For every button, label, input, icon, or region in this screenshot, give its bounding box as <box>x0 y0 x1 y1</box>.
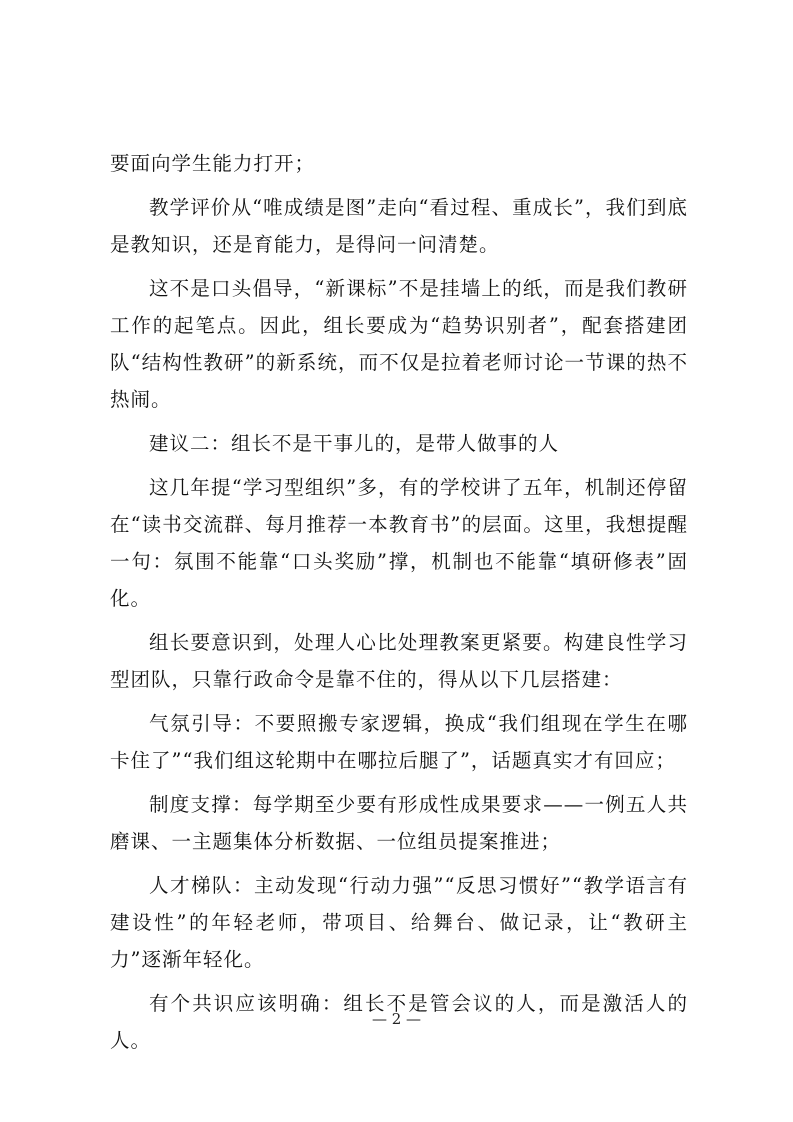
paragraph-team-building: 组长要意识到，处理人心比处理教案更紧要。构建良性学习型团队，只靠行政命令是靠不住的，得从以下几层搭建： <box>110 631 688 691</box>
paragraph-evaluation: 教学评价从“唯成绩是图”走向“看过程、重成长”，我们到底是教知识，还是育能力，是得问一问清楚。 <box>110 196 688 256</box>
paragraph-atmosphere-guidance: 气氛引导：不要照搬专家逻辑，换成“我们组现在学生在哪卡住了”“我们组这轮期中在哪拉后腿了”，话题真实才有回应； <box>110 712 688 772</box>
paragraph-system-support: 制度支撑：每学期至少要有形成性成果要求——一例五人共磨课、一主题集体分析数据、一位组员提案推进； <box>110 793 688 853</box>
paragraph-learning-organization: 这几年提“学习型组织”多，有的学校讲了五年，机制还停留在“读书交流群、每月推荐一本教育书”的层面。这里，我想提醒一句：氛围不能靠“口头奖励”撑，机制也不能靠“填研修表”固化。 <box>110 476 688 610</box>
document-body <box>110 145 688 1066</box>
paragraph-continuation: 要面向学生能力打开； <box>110 152 316 175</box>
section-heading-suggestion-two: 建议二：组长不是干事儿的，是带人做事的人 <box>149 432 560 455</box>
paragraph-talent-pipeline: 人才梯队：主动发现“行动力强”“反思习惯好”“教学语言有建设性”的年轻老师，带项目、给舞台、做记录，让“教研主力”逐渐年轻化。 <box>110 874 688 971</box>
paragraph-new-curriculum: 这不是口头倡导，“新课标”不是挂墙上的纸，而是我们教研工作的起笔点。因此，组长要成为“趋势识别者”，配套搭建团队“结构性教研”的新系统，而不仅是拉着老师讨论一节课的热不热闹。 <box>110 277 688 411</box>
paragraph-consensus: 有个共识应该明确：组长不是管会议的人，而是激活人的人。 <box>110 992 688 1052</box>
page-number: — 2 — <box>371 1010 422 1028</box>
